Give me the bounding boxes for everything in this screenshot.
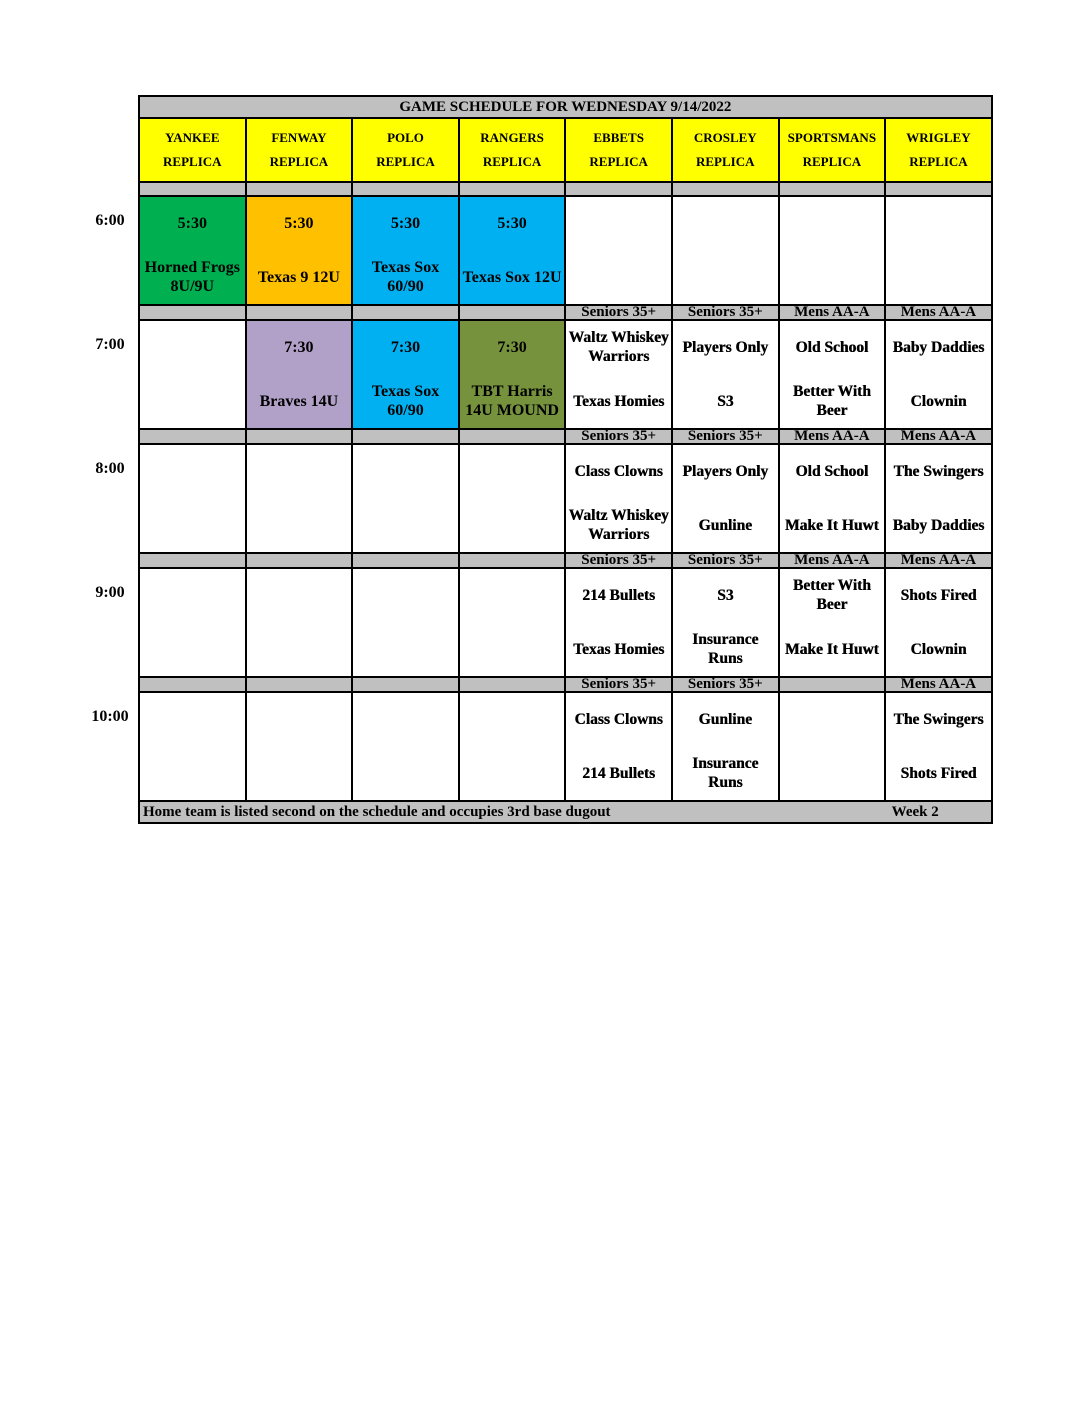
home-team: Clownin [910, 392, 967, 410]
game-cell [459, 692, 566, 801]
away-team [886, 201, 991, 245]
game-cell [885, 444, 992, 553]
division-label: Seniors 35+ [565, 553, 672, 568]
away-team: Old School [795, 462, 869, 480]
division-label [139, 305, 246, 320]
division-label [352, 182, 459, 196]
field-name: POLO [387, 130, 424, 145]
division-label: Mens AA-A [885, 553, 992, 568]
field-subtitle: REPLICA [802, 154, 862, 169]
home-team [353, 627, 458, 671]
time-slot-row [139, 444, 992, 553]
division-label: Mens AA-A [779, 553, 886, 568]
home-team [780, 255, 885, 299]
division-label [885, 182, 992, 196]
week-label: Week 2 [891, 804, 939, 820]
time-label: 6:00 [95, 212, 125, 229]
field-subtitle: REPLICA [482, 154, 542, 169]
away-team: Old School [795, 338, 869, 356]
field-subtitle: REPLICA [163, 154, 222, 169]
team-name: Texas Sox 60/90 [371, 259, 440, 295]
home-team: Texas Homies [573, 392, 665, 410]
division-label-row [139, 182, 992, 196]
home-team [140, 503, 245, 547]
division-label-row [139, 553, 992, 568]
time-slot-row [139, 196, 992, 305]
field-header-fenway [246, 118, 353, 182]
field-header-sportsmans [779, 118, 886, 182]
away-team [780, 201, 885, 245]
division-label: Seniors 35+ [672, 305, 779, 320]
field-header-rangers [459, 118, 566, 182]
division-label [672, 182, 779, 196]
away-team [247, 573, 352, 617]
game-cell [885, 196, 992, 305]
away-team [780, 697, 885, 741]
game-cell [885, 568, 992, 677]
away-team [247, 449, 352, 493]
division-label [779, 677, 886, 692]
division-label [565, 182, 672, 196]
game-cell [672, 320, 779, 429]
division-label [139, 429, 246, 444]
division-label: Seniors 35+ [672, 429, 779, 444]
game-cell [672, 568, 779, 677]
game-cell [565, 444, 672, 553]
home-team: 214 Bullets [582, 764, 656, 782]
division-label-row [139, 305, 992, 320]
game-start-time: 7:30 [497, 338, 527, 356]
game-cell [672, 692, 779, 801]
home-team: Insurance Runs [692, 631, 759, 667]
time-label: 10:00 [91, 708, 129, 725]
footer-note: Home team is listed second on the schedule and occupies 3rd base dugout [143, 804, 611, 820]
game-cell [779, 444, 886, 553]
game-cell [779, 692, 886, 801]
division-label: Mens AA-A [779, 429, 886, 444]
home-team [140, 751, 245, 795]
away-team [460, 573, 565, 617]
away-team: The Swingers [893, 710, 984, 728]
home-team: Insurance Runs [692, 755, 759, 791]
away-team: Players Only [682, 462, 769, 480]
field-name: RANGERS [480, 130, 544, 145]
home-team [247, 503, 352, 547]
division-label-row [139, 677, 992, 692]
division-label: Seniors 35+ [672, 553, 779, 568]
away-team: Better With Beer [792, 577, 871, 613]
away-team [353, 573, 458, 617]
division-label: Mens AA-A [885, 677, 992, 692]
game-start-time: 7:30 [390, 338, 421, 356]
division-label [139, 677, 246, 692]
division-label [459, 182, 566, 196]
field-name: FENWAY [271, 130, 327, 145]
away-team [247, 697, 352, 741]
field-name: SPORTSMANS [787, 130, 877, 145]
game-cell [246, 444, 353, 553]
division-label [246, 677, 353, 692]
division-label [779, 182, 886, 196]
home-team [353, 503, 458, 547]
game-cell [139, 196, 246, 305]
schedule-title: GAME SCHEDULE FOR WEDNESDAY 9/14/2022 [139, 96, 992, 118]
division-label [246, 429, 353, 444]
home-team: Make It Huwt [784, 640, 879, 658]
game-cell [885, 692, 992, 801]
division-label: Seniors 35+ [672, 677, 779, 692]
game-start-time: 5:30 [497, 214, 527, 232]
game-cell [139, 444, 246, 553]
game-cell [139, 568, 246, 677]
team-name: Horned Frogs 8U/9U [144, 259, 240, 295]
away-team [353, 449, 458, 493]
home-team [673, 255, 778, 299]
time-label: 8:00 [95, 460, 125, 477]
away-team: Shots Fired [900, 586, 977, 604]
field-header-yankee [139, 118, 246, 182]
game-cell [672, 444, 779, 553]
field-name: WRIGLEY [906, 130, 971, 145]
away-team: Gunline [698, 710, 752, 728]
home-team [353, 751, 458, 795]
division-label [459, 429, 566, 444]
home-team: Texas Homies [573, 640, 665, 658]
field-name: YANKEE [165, 130, 220, 145]
field-subtitle: REPLICA [696, 154, 755, 169]
away-team: Players Only [682, 338, 769, 356]
team-name: Texas Sox 12U [462, 268, 562, 286]
game-cell [565, 196, 672, 305]
division-label [352, 553, 459, 568]
away-team [673, 201, 778, 245]
game-cell [352, 568, 459, 677]
home-team: Waltz Whiskey Warriors [568, 507, 669, 543]
game-cell [139, 320, 246, 429]
away-team [140, 325, 245, 369]
game-cell [459, 444, 566, 553]
field-name: CROSLEY [693, 130, 757, 145]
time-slot-row [139, 320, 992, 429]
time-slot-row [139, 568, 992, 677]
game-cell [246, 320, 353, 429]
field-header-row [139, 118, 992, 182]
field-subtitle: REPLICA [589, 154, 648, 169]
away-team [566, 201, 671, 245]
home-team [566, 255, 671, 299]
game-cell [779, 196, 886, 305]
division-label-row [139, 429, 992, 444]
away-team [460, 697, 565, 741]
time-label: 7:00 [95, 336, 125, 353]
time-label: 9:00 [95, 584, 125, 601]
time-slot-row [139, 692, 992, 801]
away-team: The Swingers [893, 462, 984, 480]
away-team [140, 697, 245, 741]
division-label [352, 429, 459, 444]
away-team: Waltz Whiskey Warriors [568, 329, 669, 365]
field-subtitle: REPLICA [909, 154, 968, 169]
field-subtitle: REPLICA [376, 154, 435, 169]
game-cell [779, 568, 886, 677]
home-team [886, 255, 991, 299]
division-label: Seniors 35+ [565, 429, 672, 444]
away-team [140, 573, 245, 617]
division-label: Mens AA-A [885, 305, 992, 320]
schedule-table [138, 95, 993, 824]
home-team: Baby Daddies [892, 516, 985, 534]
division-label [459, 553, 566, 568]
division-label [246, 553, 353, 568]
team-name: Texas 9 12U [257, 268, 340, 286]
home-team [780, 751, 885, 795]
team-name: TBT Harris 14U MOUND [465, 383, 559, 419]
game-cell [459, 568, 566, 677]
away-team: S3 [717, 586, 734, 604]
game-cell [352, 444, 459, 553]
game-cell [565, 568, 672, 677]
footer-row [139, 801, 992, 823]
division-label [246, 305, 353, 320]
division-label [352, 305, 459, 320]
game-start-time: 5:30 [177, 214, 207, 232]
game-cell [565, 692, 672, 801]
game-cell [459, 196, 566, 305]
division-label [459, 305, 566, 320]
field-header-ebbets [565, 118, 672, 182]
home-team [140, 379, 245, 423]
team-name: Texas Sox 60/90 [371, 383, 440, 419]
division-label: Mens AA-A [779, 305, 886, 320]
game-cell [352, 692, 459, 801]
away-team [460, 449, 565, 493]
home-team: Make It Huwt [784, 516, 879, 534]
field-header-crosley [672, 118, 779, 182]
away-team: Baby Daddies [892, 338, 985, 356]
field-header-polo [352, 118, 459, 182]
home-team [460, 751, 565, 795]
home-team [247, 751, 352, 795]
division-label: Seniors 35+ [565, 677, 672, 692]
home-team: Clownin [910, 640, 967, 658]
game-cell [459, 320, 566, 429]
away-team: 214 Bullets [582, 586, 656, 604]
away-team [353, 697, 458, 741]
game-cell [246, 196, 353, 305]
game-cell [352, 196, 459, 305]
home-team [460, 503, 565, 547]
game-cell [779, 320, 886, 429]
home-team: S3 [717, 392, 734, 410]
home-team [247, 627, 352, 671]
home-team: Shots Fired [900, 764, 977, 782]
game-start-time: 7:30 [284, 338, 314, 356]
home-team [460, 627, 565, 671]
field-subtitle: REPLICA [269, 154, 329, 169]
game-cell [352, 320, 459, 429]
game-start-time: 5:30 [390, 214, 421, 232]
game-cell [246, 692, 353, 801]
game-start-time: 5:30 [284, 214, 314, 232]
home-team: Better With Beer [792, 383, 871, 419]
game-cell [672, 196, 779, 305]
game-cell [885, 320, 992, 429]
division-label: Seniors 35+ [565, 305, 672, 320]
division-label [459, 677, 566, 692]
footer-cell [139, 801, 992, 823]
division-label [246, 182, 353, 196]
field-name: EBBETS [593, 130, 644, 145]
team-name: Braves 14U [259, 392, 339, 410]
game-cell [139, 692, 246, 801]
away-team [140, 449, 245, 493]
home-team [140, 627, 245, 671]
game-cell [565, 320, 672, 429]
division-label [139, 182, 246, 196]
division-label: Mens AA-A [885, 429, 992, 444]
away-team: Class Clowns [574, 710, 663, 728]
division-label [352, 677, 459, 692]
division-label [139, 553, 246, 568]
field-header-wrigley [885, 118, 992, 182]
game-cell [246, 568, 353, 677]
home-team: Gunline [698, 516, 752, 534]
away-team: Class Clowns [574, 462, 663, 480]
